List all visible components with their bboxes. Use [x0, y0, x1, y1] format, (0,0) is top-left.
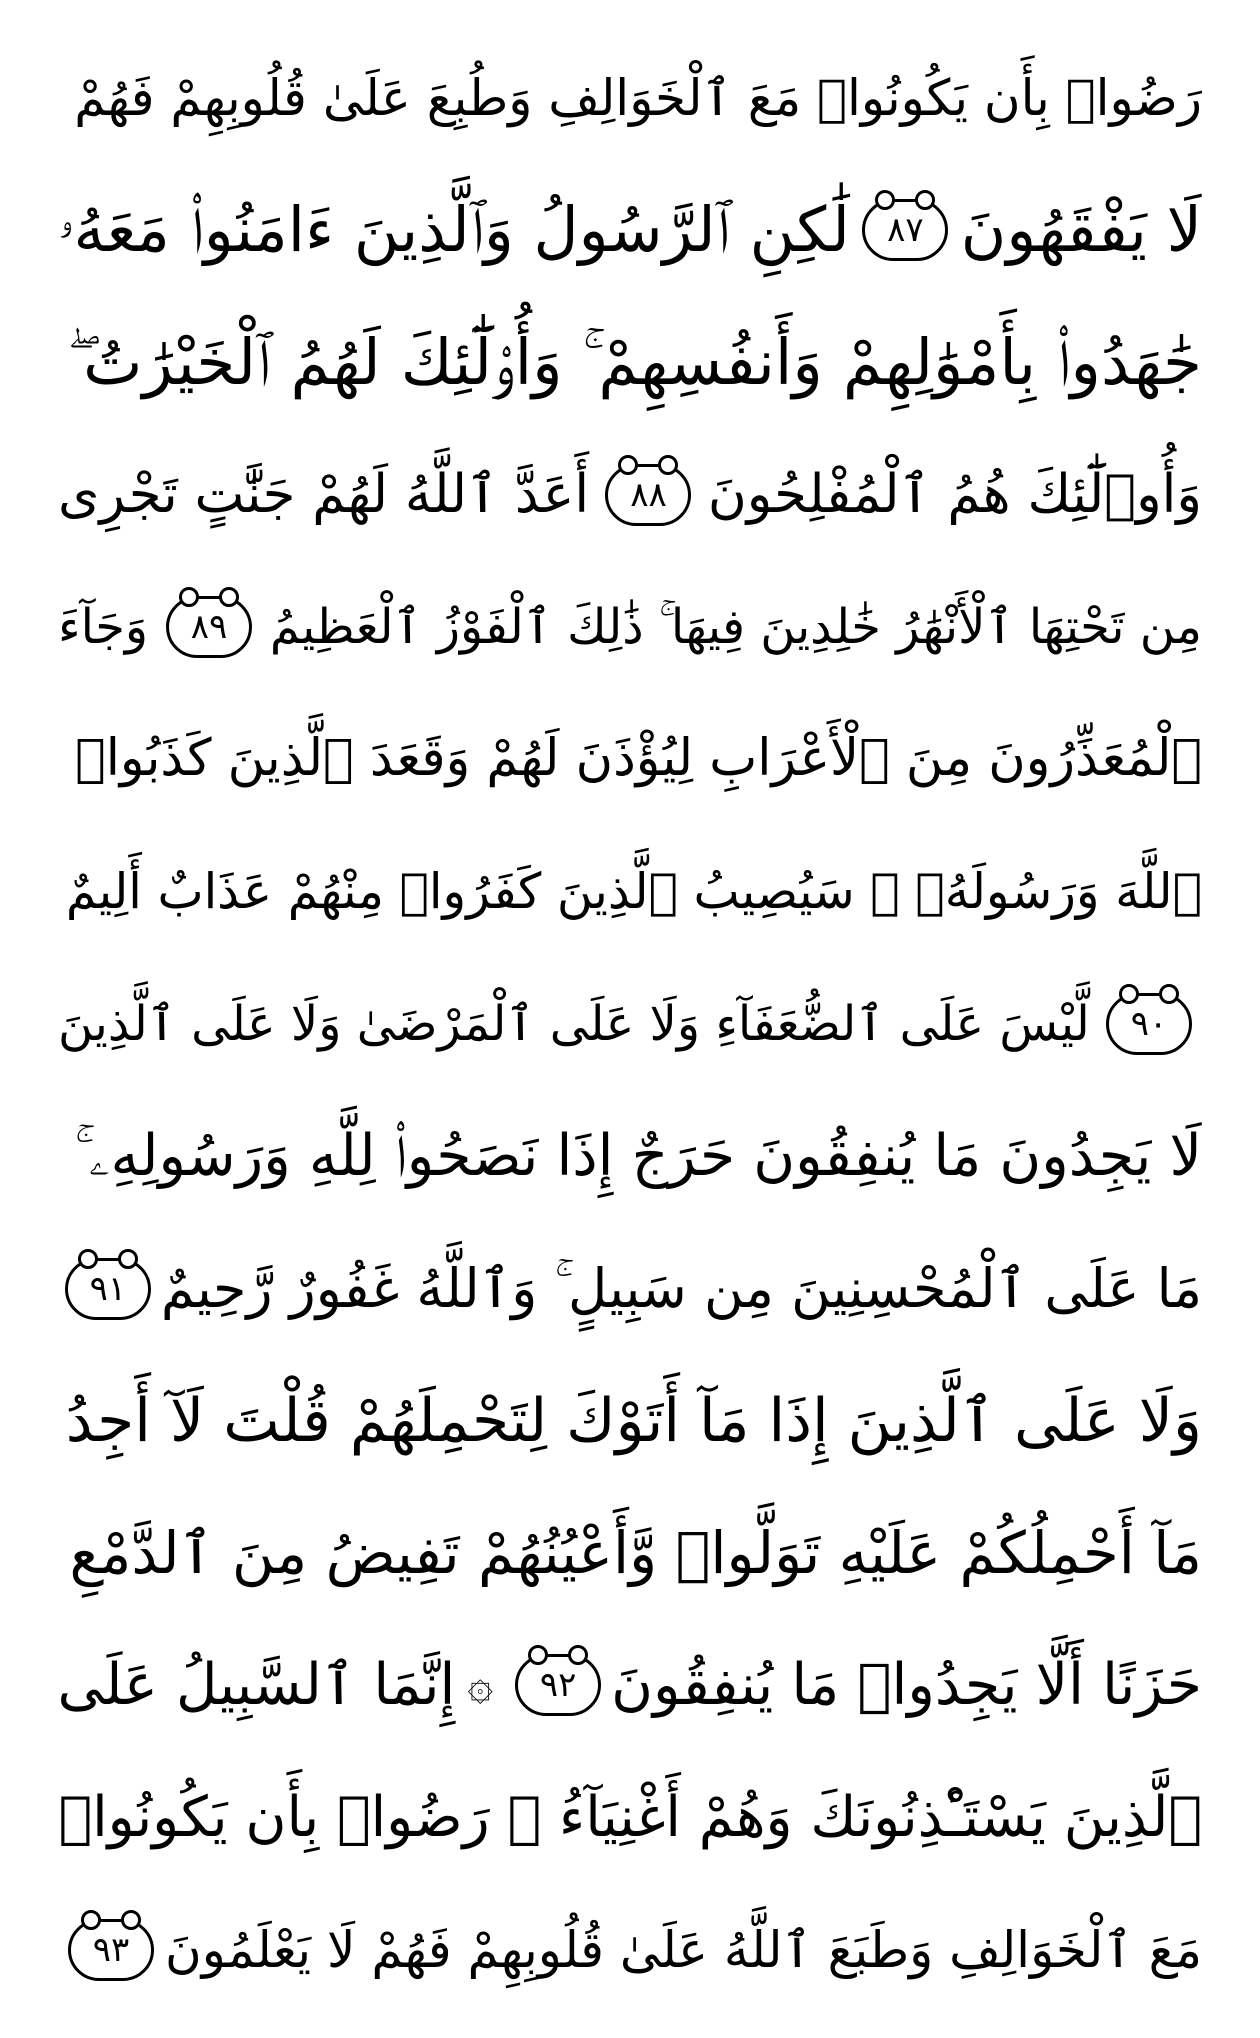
- verse-text: حَزَنًا أَلَّا يَجِدُوا۟ مَا يُنفِقُونَ: [611, 1652, 1202, 1719]
- ayah-number-marker: ٨٩: [166, 596, 252, 658]
- verse-line: [58, 701, 1202, 817]
- verse-text: مِن تَحْتِهَا ٱلْأَنْهَٰرُ خَٰلِدِينَ فِيهَا ۚ ذَٰلِكَ ٱلْفَوْزُ ٱلْعَظِيمُ: [269, 599, 1202, 656]
- verse-text: وَأُو۟لَٰٓئِكَ هُمُ ٱلْمُفْلِحُونَ: [707, 463, 1202, 525]
- hizb-quarter-icon: ۞: [467, 1659, 494, 1711]
- verse-line: [58, 305, 1202, 421]
- verse-line: [58, 1363, 1202, 1479]
- verse-text: رَضُوا۟ بِأَن يَكُونُوا۟ مَعَ ٱلْخَوَالِفِ وَطُبِعَ عَلَىٰ قُلُوبِهِمْ فَهُمْ: [74, 69, 1202, 127]
- ayah-number-marker: ٩٣: [68, 1919, 154, 1981]
- verse-text: مَا عَلَى ٱلْمُحْسِنِينَ مِن سَبِيلٍ ۚ وَٱللَّهُ غَفُورٌ رَّحِيمٌ: [160, 1256, 1202, 1320]
- ayah-number-marker: ٩٢: [515, 1654, 601, 1716]
- verse-text: لَٰكِنِ ٱلرَّسُولُ وَٱلَّذِينَ ءَامَنُوا۟ مَعَهُۥ: [58, 193, 850, 267]
- verse-line: [58, 40, 1202, 156]
- verse-text: ٱللَّهَ وَرَسُولَهُۥ ۚ سَيُصِيبُ ٱلَّذِينَ كَفَرُوا۟ مِنْهُمْ عَذَابٌ أَلِيمٌ: [65, 862, 1202, 920]
- verse-line: [58, 1627, 1202, 1743]
- verse-line: [58, 966, 1202, 1082]
- verse-line: [58, 569, 1202, 685]
- verse-line: [58, 172, 1202, 288]
- verse-text: ٱلْمُعَذِّرُونَ مِنَ ٱلْأَعْرَابِ لِيُؤْذَنَ لَهُمْ وَقَعَدَ ٱلَّذِينَ كَذَبُوا۟: [75, 729, 1202, 789]
- verse-text: لَا يَفْقَهُونَ: [960, 193, 1202, 267]
- verse-text: جَٰهَدُوا۟ بِأَمْوَٰلِهِمْ وَأَنفُسِهِمْ ۚ وَأُو۟لَٰٓئِكَ لَهُمُ ٱلْخَيْرَٰتُ ۖ: [67, 325, 1202, 399]
- verse-line: [58, 1231, 1202, 1347]
- ayah-number-marker: ٨٧: [862, 199, 948, 261]
- verse-text: مَآ أَحْمِلُكُمْ عَلَيْهِ تَوَلَّوا۟ وَّأَعْيُنُهُمْ تَفِيضُ مِنَ ٱلدَّمْعِ: [69, 1519, 1202, 1588]
- verse-text: وَجَآءَ: [58, 599, 149, 656]
- ayah-number-marker: ٨٨: [605, 464, 691, 526]
- verse-line: [58, 834, 1202, 950]
- verse-text: أَعَدَّ ٱللَّهُ لَهُمْ جَنَّٰتٍ تَجْرِى: [58, 463, 590, 525]
- verse-text: ٱلَّذِينَ يَسْتَـْٔذِنُونَكَ وَهُمْ أَغْنِيَآءُ ۚ رَضُوا۟ بِأَن يَكُونُوا۟: [58, 1784, 1202, 1850]
- verse-text: لَا يَجِدُونَ مَا يُنفِقُونَ حَرَجٌ إِذَا نَصَحُوا۟ لِلَّهِ وَرَسُولِهِۦ ۚ: [74, 1123, 1202, 1190]
- verse-text: وَلَا عَلَى ٱلَّذِينَ إِذَا مَآ أَتَوْكَ لِتَحْمِلَهُمْ قُلْتَ لَآ أَجِدُ: [65, 1385, 1202, 1456]
- verse-text: مَعَ ٱلْخَوَالِفِ وَطَبَعَ ٱللَّهُ عَلَىٰ قُلُوبِهِمْ فَهُمْ لَا يَعْلَمُونَ: [165, 1920, 1202, 1979]
- verse-line: [58, 1760, 1202, 1876]
- verse-text: لَّيْسَ عَلَى ٱلضُّعَفَآءِ وَلَا عَلَى ٱلْمَرْضَىٰ وَلَا عَلَى ٱلَّذِينَ: [58, 995, 1090, 1052]
- verse-line: [58, 1098, 1202, 1214]
- verse-line: [58, 437, 1202, 553]
- verse-line: [58, 1892, 1202, 2008]
- verse-line: [58, 1495, 1202, 1611]
- ayah-number-marker: ٩١: [65, 1258, 151, 1320]
- ayah-number-marker: ٩٠: [1106, 993, 1192, 1055]
- verse-text: إِنَّمَا ٱلسَّبِيلُ عَلَى: [57, 1652, 456, 1719]
